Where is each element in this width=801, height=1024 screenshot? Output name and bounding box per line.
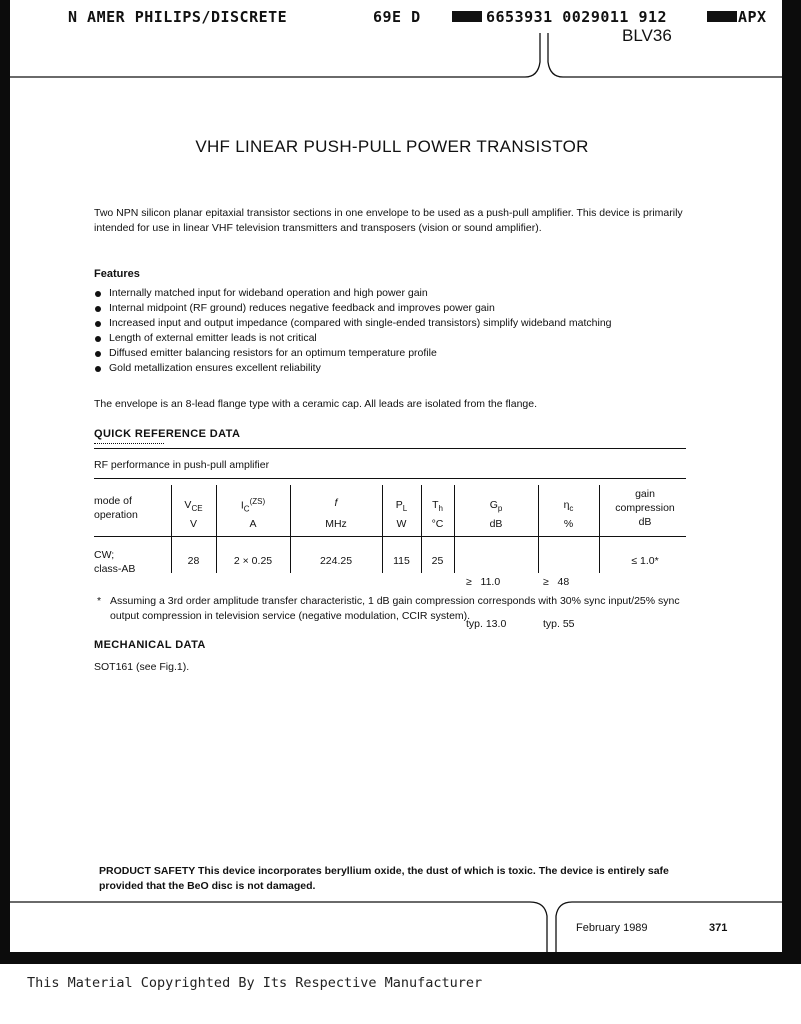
col-vce-unit: V bbox=[189, 518, 197, 530]
pl-symbol: P bbox=[395, 499, 403, 511]
row-mode-line2: class-AB bbox=[94, 563, 136, 575]
list-item: Length of external emitter leads is not critical bbox=[94, 331, 686, 346]
footnote-marker: * bbox=[97, 595, 102, 607]
col-pl-unit: W bbox=[396, 518, 407, 530]
col-gp-header bbox=[454, 499, 538, 513]
intro-paragraph: Two NPN silicon planar epitaxial transistor sections in one envelope to be used as a push-pull amplifier. This device is primarily intended for use in linear VHF television transmitters and transposers (vision or sound amplifier). bbox=[94, 207, 683, 234]
col-mode-line1: mode of bbox=[94, 495, 132, 507]
header-suffix: APX bbox=[738, 8, 767, 26]
th-symbol: T bbox=[432, 499, 439, 511]
col-ic-unit: A bbox=[249, 518, 257, 530]
col-th-header bbox=[421, 499, 454, 513]
heading-underline bbox=[94, 443, 164, 444]
eta-sub: c bbox=[569, 504, 574, 514]
compression-unit: dB bbox=[638, 516, 652, 528]
features-list bbox=[94, 286, 686, 376]
col-th-unit: °C bbox=[431, 518, 444, 530]
compression-line2: compression bbox=[615, 502, 675, 514]
col-eta-unit: % bbox=[563, 518, 574, 530]
row-vce: 28 bbox=[187, 555, 200, 567]
eta-symbol: η bbox=[563, 499, 570, 511]
gp-sub: p bbox=[497, 504, 503, 514]
table-caption: RF performance in push-pull amplifier bbox=[94, 459, 270, 471]
list-item: Internally matched input for wideband operation and high power gain bbox=[94, 286, 686, 301]
row-mode bbox=[94, 548, 135, 576]
part-number: BLV36 bbox=[622, 26, 672, 45]
row-eta-typ: typ. 55 bbox=[543, 618, 575, 630]
table-top-rule bbox=[94, 478, 686, 479]
header-code: 69E D bbox=[373, 8, 421, 26]
row-gp-min: ≥ 11.0 bbox=[466, 576, 501, 588]
col-f-header: f bbox=[334, 497, 338, 509]
col-pl-header bbox=[382, 499, 421, 513]
row-eta-min: ≥ 48 bbox=[543, 576, 570, 588]
footer-page-number: 371 bbox=[709, 922, 728, 934]
manufacturer-header: N AMER PHILIPS/DISCRETE bbox=[68, 8, 288, 26]
col-gp-unit: dB bbox=[489, 518, 503, 530]
row-pl: 115 bbox=[393, 555, 410, 567]
row-f: 224.25 bbox=[319, 555, 353, 567]
features-heading: Features bbox=[94, 268, 140, 280]
col-compression-header bbox=[599, 487, 691, 529]
header-black-block-2 bbox=[707, 11, 737, 22]
col-f-unit: MHz bbox=[325, 518, 347, 530]
row-th: 25 bbox=[431, 555, 444, 567]
col-vce-header bbox=[171, 499, 216, 513]
col-eta-header bbox=[538, 499, 599, 513]
gp-symbol: G bbox=[489, 499, 498, 511]
section-rule bbox=[94, 448, 686, 449]
quick-reference-heading: QUICK REFERENCE DATA bbox=[94, 428, 241, 440]
row-gp-typ: typ. 13.0 bbox=[466, 618, 507, 630]
copyright-notice: This Material Copyrighted By Its Respective Manufacturer bbox=[27, 975, 483, 991]
ic-sup: (ZS) bbox=[249, 497, 266, 506]
footnote-text: Assuming a 3rd order amplitude transfer characteristic, 1 dB gain compression corresponds with 30% sync input/25% sync output compression in television service (negative modulation, CCIR system). bbox=[110, 595, 680, 622]
row-compression: ≤ 1.0* bbox=[631, 555, 659, 567]
footer-date: February 1989 bbox=[576, 922, 648, 934]
list-item: Increased input and output impedance (compared with single-ended transistors) simplify wideband matching bbox=[94, 316, 686, 331]
col-mode-header bbox=[94, 494, 138, 522]
row-mode-line1: CW; bbox=[94, 549, 115, 561]
document-title: VHF LINEAR PUSH-PULL POWER TRANSISTOR bbox=[195, 137, 589, 156]
list-item: Diffused emitter balancing resistors for an optimum temperature profile bbox=[94, 346, 686, 361]
ic-symbol: I bbox=[240, 499, 244, 512]
vce-symbol: V bbox=[184, 499, 192, 511]
th-sub: h bbox=[438, 504, 443, 514]
envelope-note: The envelope is an 8-lead flange type with a ceramic cap. All leads are isolated from the flange. bbox=[94, 398, 538, 410]
table-footnote bbox=[97, 594, 689, 624]
list-item: Gold metallization ensures excellent reliability bbox=[94, 361, 686, 376]
mechanical-heading: MECHANICAL DATA bbox=[94, 639, 206, 651]
compression-line1: gain bbox=[635, 488, 655, 500]
list-item: Internal midpoint (RF ground) reduces negative feedback and improves power gain bbox=[94, 301, 686, 316]
header-black-block bbox=[452, 11, 482, 22]
row-ic: 2 × 0.25 bbox=[233, 555, 273, 567]
product-safety-note: PRODUCT SAFETY This device incorporates beryllium oxide, the dust of which is toxic. The device is entirely safe provided that the BeO disc is not damaged. bbox=[99, 865, 669, 892]
ic-sub: C bbox=[243, 504, 250, 514]
col-ic-header bbox=[216, 497, 290, 514]
table-header-rule bbox=[94, 536, 686, 537]
col-mode-line2: operation bbox=[94, 509, 138, 521]
vce-sub: CE bbox=[191, 504, 203, 514]
mechanical-text: SOT161 (see Fig.1). bbox=[94, 661, 190, 673]
pl-sub: L bbox=[402, 504, 408, 514]
header-number: 6653931 0029011 912 bbox=[486, 8, 668, 26]
